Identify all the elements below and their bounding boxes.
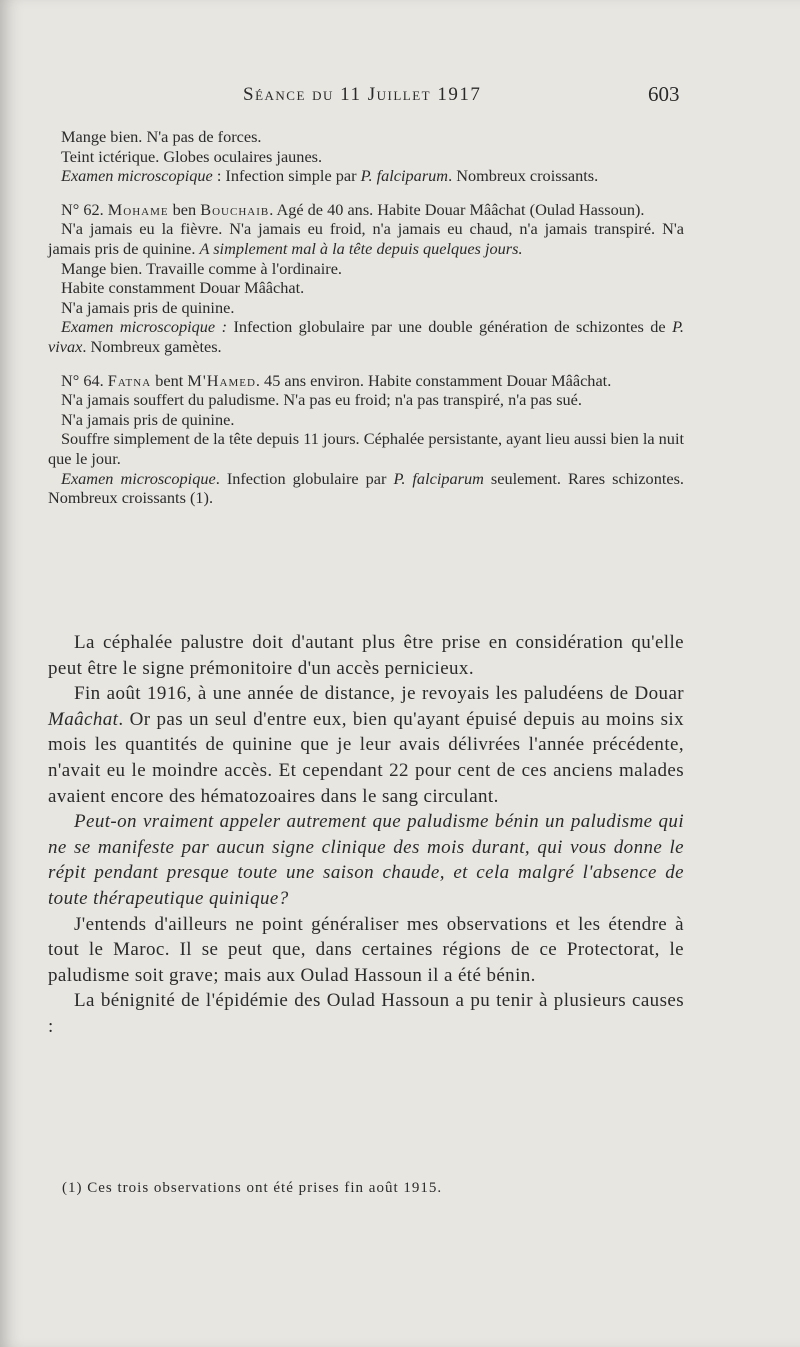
paragraph-2: Fin août 1916, à une année de distance, je revoyais les paludéens de Douar Maâchat. Or pas un seul d'entre eux, bien qu'ayant épuisé depuis au moins six mois les quantités de quinine que je leur avais délivrées l'année précédente, n'avait eu le moindre accès. Et cependant 22 pour cent de ces anciens malades avaient encore des hématozoaires dans le sang circulant. (48, 683, 684, 807)
footnote: (1) Ces trois observations ont été prises fin août 1915. (62, 1180, 443, 1196)
exam-label: Examen microscopique (61, 166, 213, 186)
case64-line2: N'a jamais pris de quinine. (61, 409, 235, 429)
species: P. falciparum (360, 166, 449, 186)
page-number: 603 (648, 82, 680, 106)
case64-line1: N'a jamais souffert du paludisme. N'a pas eu froid; n'a pas transpiré, n'a pas sué. (61, 390, 582, 410)
case64-line3: Souffre simplement de la tête depuis 11 jours. Céphalée persistante, ayant lieu aussi bien la nuit que le jour. (48, 429, 684, 468)
case64-exam: Examen microscopique. Infection globulaire par P. falciparum seulement. Rares schizontes. Nombreux croissants (1). (48, 468, 684, 508)
paragraph-1: La céphalée palustre doit d'autant plus être prise en considération qu'elle peut être le signe prémonitoire d'un accès pernicieux. (48, 632, 684, 679)
species: P. vivax (48, 317, 684, 356)
case-observations (48, 127, 684, 508)
case62-intro: N° 62. Mohame ben Bouchaib. Agé de 40 ans. Habite Douar Mââchat (Oulad Hassoun). (61, 199, 645, 219)
case61-exam: Examen microscopique : Infection simple par P. falciparum. Nombreux croissants. (61, 166, 599, 186)
paragraph-3: Peut-on vraiment appeler autrement que paludisme bénin un paludisme qui ne se manifeste par aucun signe clinique des mois durant, qui vous donne le répit pendant presque toute une saison chaude, et cela malgré l'absence de toute thérapeutique quinique? (48, 811, 684, 909)
case62-exam: Examen microscopique : Infection globulaire par une double génération de schizontes de P. vivax. Nombreux gamètes. (48, 317, 684, 356)
species: P. falciparum (393, 468, 484, 488)
main-text (48, 630, 684, 1040)
case61-line2: Teint ictérique. Globes oculaires jaunes. (61, 146, 323, 166)
running-head: Séance du 11 Juillet 1917 (243, 84, 482, 105)
case62-line3: Habite constamment Douar Mââchat. (61, 278, 305, 298)
case62-symptoms: N'a jamais eu la fièvre. N'a jamais eu froid, n'a jamais eu chaud, n'a jamais transpiré. N'a jamais pris de quinine. A simplement mal à la tête depuis quelques jours. (48, 219, 684, 258)
case61-line1: Mange bien. N'a pas de forces. (61, 127, 262, 146)
paragraph-5: La bénignité de l'épidémie des Oulad Hassoun a pu tenir à plusieurs causes : (48, 990, 684, 1037)
exam-label: Examen microscopique (61, 468, 216, 488)
page-header (0, 78, 800, 112)
exam-label: Examen microscopique : (61, 317, 227, 337)
case62-line2: Mange bien. Travaille comme à l'ordinaire. (61, 258, 342, 278)
paragraph-4: J'entends d'ailleurs ne point généraliser mes observations et les étendre à tout le Maroc. Il se peut que, dans certaines régions de ce Protectorat, le paludisme soit grave; mais aux Oulad Hassoun il a été bénin. (48, 913, 684, 986)
case62-line4: N'a jamais pris de quinine. (61, 297, 235, 317)
case64-intro: N° 64. Fatna bent M'Hamed. 45 ans environ. Habite constamment Douar Mââchat. (61, 370, 612, 390)
